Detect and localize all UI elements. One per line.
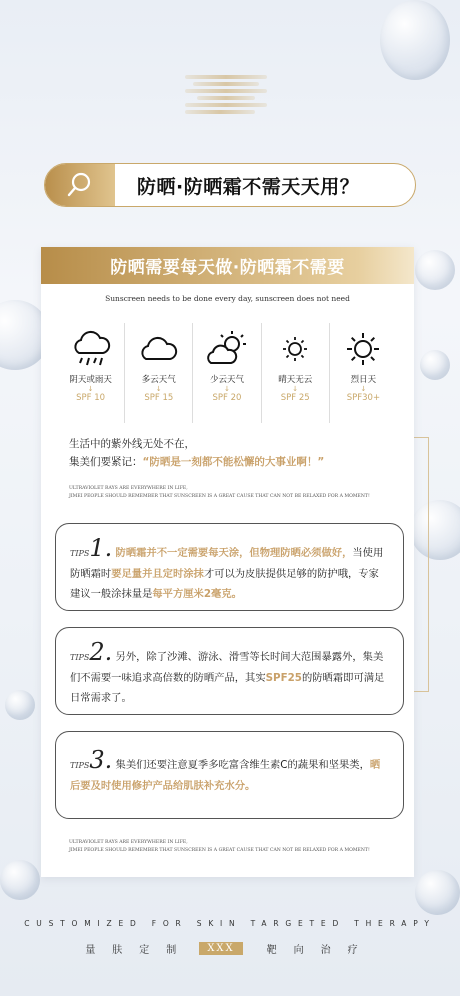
- spf-value: SPF 25: [280, 393, 310, 403]
- search-icon: [45, 164, 115, 206]
- tip-card-2: TIPS2. 另外，除了沙滩、游泳、滑雪等长时间大范围暴露外，集美们不需要一味追求高倍数的防晒产品，其实SPF25的防晒霜即可满足日常需求了。: [55, 627, 404, 715]
- content-card: [41, 247, 414, 877]
- tip-tag: TIPS: [70, 761, 90, 770]
- spf-value: SPF 10: [76, 393, 106, 403]
- weather-item: [330, 323, 397, 423]
- footer-right-text: 靶向治疗: [266, 945, 375, 956]
- footer-tagline: [0, 941, 460, 956]
- decorative-bubble: [380, 0, 450, 80]
- intro-line-1: 生活中的紫外线无处不在，: [69, 438, 195, 450]
- card-subtitle: Sunscreen needs to be done every day, sunscreen does not need: [105, 294, 350, 303]
- sun-large-icon: [341, 329, 385, 369]
- decorative-bubble: [5, 690, 35, 720]
- weather-item: [262, 323, 330, 423]
- tip-number: 3.: [89, 746, 113, 774]
- card-heading-text: 防晒需要每天做·防晒霜不需要: [110, 258, 345, 278]
- weather-label: 多云天气: [141, 375, 176, 385]
- tip-number: 2.: [89, 638, 113, 666]
- decorative-bubble: [420, 350, 450, 380]
- tip-card-3: TIPS3. 集美们还要注意夏季多吃富含维生素C的蔬果和坚果类，晒后要及时使用修护产品给肌肤补充水分。: [55, 731, 404, 819]
- sun-cloud-icon: [205, 329, 249, 369]
- decorative-bubble: [0, 860, 40, 900]
- spf-value: SPF30+: [346, 393, 381, 403]
- sun-small-icon: [273, 329, 317, 369]
- weather-label: 烈日天: [350, 375, 377, 385]
- english-note: ULTRAVIOLET RAYS ARE EVERYWHERE IN LIFE, JIMEI PEOPLE SHOULD REMEMBER THAT SUNSCREEN IS A GREAT CAUSE THAT CAN NOT BE RELAXED FOR A MOMENT!: [69, 486, 370, 499]
- english-note-bottom: ULTRAVIOLET RAYS ARE EVERYWHERE IN LIFE, JIMEI PEOPLE SHOULD REMEMBER THAT SUNSCREEN IS A GREAT CAUSE THAT CAN NOT BE RELAXED FOR A MOMENT!: [69, 840, 370, 853]
- footer-english: CUSTOMIZED FOR SKIN TARGETED THERAPY: [24, 919, 436, 928]
- spf-value: SPF 15: [144, 393, 174, 403]
- tip-tag: TIPS: [70, 549, 90, 558]
- weather-item: [193, 323, 261, 423]
- tip-number: 1.: [89, 534, 113, 562]
- weather-item: [125, 323, 193, 423]
- card-heading: [41, 247, 414, 284]
- cloud-rain-icon: [69, 329, 113, 369]
- weather-item: [57, 323, 125, 423]
- footer-badge: XXX: [199, 942, 242, 955]
- weather-label: 阴天或雨天: [69, 375, 112, 385]
- decorative-bubble: [415, 250, 455, 290]
- cloud-icon: [137, 329, 181, 369]
- arrow-down-icon: ↓: [155, 385, 162, 393]
- arrow-down-icon: ↓: [360, 385, 367, 393]
- arrow-down-icon: ↓: [292, 385, 299, 393]
- intro-quote: “防晒是一刻都不能松懈的大事业啊！”: [142, 456, 325, 468]
- weather-spf-table: [57, 323, 397, 423]
- page-title: 防晒·防晒霜不需天天用？: [137, 175, 360, 198]
- arrow-down-icon: ↓: [224, 385, 230, 393]
- decorative-bubble: [415, 870, 460, 915]
- footer-left-text: 量肤定制: [85, 945, 194, 956]
- arrow-down-icon: ↓: [87, 385, 94, 393]
- tip-card-1: TIPS1. 防晒霜并不一定需要每天涂，但物理防晒必须做好，当使用防晒霜时要足量并且定时涂抹才可以为皮肤提供足够的防护哦，专家建议一般涂抹量是每平方厘米2毫克。: [55, 523, 404, 611]
- weather-label: 晴天无云: [278, 375, 313, 385]
- header-search-bar: [44, 163, 416, 207]
- weather-label: 少云天气: [210, 375, 245, 385]
- intro-text: [69, 435, 324, 471]
- tip-tag: TIPS: [70, 653, 90, 662]
- spf-value: SPF 20: [212, 393, 242, 403]
- logo-placeholder: [185, 72, 267, 132]
- intro-line-2: 集美们要紧记：“防晒是一刻都不能松懈的大事业啊！”: [69, 456, 325, 468]
